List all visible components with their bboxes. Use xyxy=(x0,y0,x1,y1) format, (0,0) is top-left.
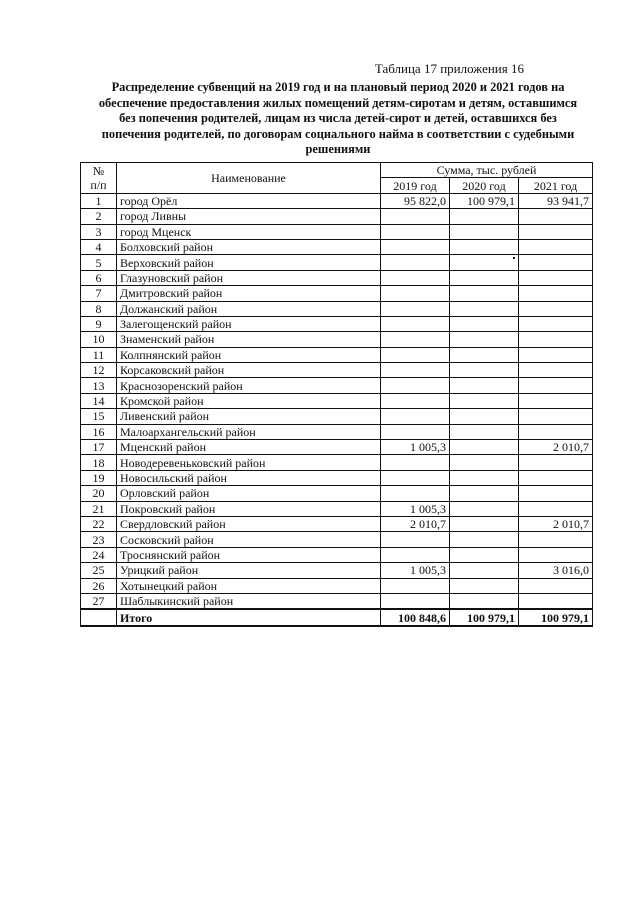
document-title xyxy=(84,80,592,158)
row-number: 7 xyxy=(81,286,117,301)
table-row xyxy=(81,547,593,562)
row-number: 17 xyxy=(81,440,117,455)
row-number: 9 xyxy=(81,316,117,331)
value-2021: 3 016,0 xyxy=(519,563,593,578)
value-2020 xyxy=(450,316,519,331)
row-number: 8 xyxy=(81,301,117,316)
row-name: Хотынецкий район xyxy=(117,578,381,593)
value-2020 xyxy=(450,378,519,393)
value-2019 xyxy=(381,301,450,316)
year-header-2020: 2020 год xyxy=(450,178,519,193)
value-2021 xyxy=(519,224,593,239)
value-2021 xyxy=(519,332,593,347)
row-number: 19 xyxy=(81,470,117,485)
value-2021 xyxy=(519,424,593,439)
table-row xyxy=(81,424,593,439)
title-line: решениями xyxy=(305,142,371,156)
row-name: Глазуновский район xyxy=(117,270,381,285)
table-row xyxy=(81,363,593,378)
row-name: Краснозоренский район xyxy=(117,378,381,393)
row-name: город Ливны xyxy=(117,209,381,224)
year-header-2019: 2019 год xyxy=(381,178,450,193)
table-row xyxy=(81,332,593,347)
value-2019: 95 822,0 xyxy=(381,193,450,208)
total-row xyxy=(81,609,593,625)
table-row xyxy=(81,270,593,285)
title-line: без попечения родителей, лицам из числа детей-сирот и детей, оставшихся без xyxy=(119,111,557,125)
value-2020 xyxy=(450,424,519,439)
value-2020 xyxy=(450,255,519,270)
value-2019 xyxy=(381,578,450,593)
value-2020 xyxy=(450,224,519,239)
table-row xyxy=(81,455,593,470)
table-row xyxy=(81,286,593,301)
value-2021: 2 010,7 xyxy=(519,516,593,531)
row-number: 26 xyxy=(81,578,117,593)
value-2020 xyxy=(450,440,519,455)
col-num-header xyxy=(81,163,117,194)
table-row xyxy=(81,193,593,208)
value-2021 xyxy=(519,270,593,285)
row-name: Сосковский район xyxy=(117,532,381,547)
title-line: попечения родителей, по договорам социального найма в соответствии с судебными xyxy=(101,126,575,141)
value-2019 xyxy=(381,409,450,424)
row-name: Мценский район xyxy=(117,440,381,455)
row-number: 6 xyxy=(81,270,117,285)
value-2021 xyxy=(519,593,593,609)
value-2020 xyxy=(450,486,519,501)
value-2020 xyxy=(450,578,519,593)
value-2021 xyxy=(519,239,593,254)
value-2021 xyxy=(519,209,593,224)
value-2020 xyxy=(450,270,519,285)
value-2021 xyxy=(519,532,593,547)
row-number: 10 xyxy=(81,332,117,347)
scan-speck xyxy=(513,257,515,259)
value-2020 xyxy=(450,286,519,301)
value-2021: 93 941,7 xyxy=(519,193,593,208)
value-2019: 2 010,7 xyxy=(381,516,450,531)
value-2020 xyxy=(450,470,519,485)
value-2020 xyxy=(450,301,519,316)
table-row xyxy=(81,532,593,547)
value-2021 xyxy=(519,378,593,393)
table-row xyxy=(81,516,593,531)
value-2019 xyxy=(381,347,450,362)
total-label: Итого xyxy=(117,609,381,625)
table-row xyxy=(81,393,593,408)
row-name: Орловский район xyxy=(117,486,381,501)
value-2021 xyxy=(519,470,593,485)
row-number: 25 xyxy=(81,563,117,578)
subsidy-table xyxy=(80,162,593,627)
value-2021 xyxy=(519,286,593,301)
value-2019 xyxy=(381,209,450,224)
value-2020 xyxy=(450,409,519,424)
value-2021: 2 010,7 xyxy=(519,440,593,455)
row-number: 1 xyxy=(81,193,117,208)
row-name: город Орёл xyxy=(117,193,381,208)
value-2020 xyxy=(450,532,519,547)
value-2019 xyxy=(381,255,450,270)
value-2019 xyxy=(381,363,450,378)
value-2020 xyxy=(450,393,519,408)
table-row xyxy=(81,501,593,516)
row-number: 2 xyxy=(81,209,117,224)
row-number: 5 xyxy=(81,255,117,270)
value-2019 xyxy=(381,393,450,408)
row-name: Болховский район xyxy=(117,239,381,254)
row-name: Колпнянский район xyxy=(117,347,381,362)
row-number: 21 xyxy=(81,501,117,516)
row-name: Верховский район xyxy=(117,255,381,270)
row-name: Новосильский район xyxy=(117,470,381,485)
row-name: Свердловский район xyxy=(117,516,381,531)
row-name: Кромской район xyxy=(117,393,381,408)
table-row xyxy=(81,255,593,270)
value-2021 xyxy=(519,486,593,501)
col-num-line2: п/п xyxy=(90,177,107,192)
value-2021 xyxy=(519,578,593,593)
row-name: город Мценск xyxy=(117,224,381,239)
value-2020 xyxy=(450,563,519,578)
table-body xyxy=(81,163,593,626)
row-number: 4 xyxy=(81,239,117,254)
row-name: Залегощенский район xyxy=(117,316,381,331)
row-number: 11 xyxy=(81,347,117,362)
value-2021 xyxy=(519,501,593,516)
table-row xyxy=(81,593,593,609)
appendix-label: Таблица 17 приложения 16 xyxy=(374,61,524,76)
row-number: 15 xyxy=(81,409,117,424)
value-2021 xyxy=(519,547,593,562)
table-row xyxy=(81,470,593,485)
row-name: Троснянский район xyxy=(117,547,381,562)
row-name: Новодеревеньковский район xyxy=(117,455,381,470)
value-2020 xyxy=(450,363,519,378)
value-2019: 1 005,3 xyxy=(381,563,450,578)
row-name: Шаблыкинский район xyxy=(117,593,381,609)
row-number: 14 xyxy=(81,393,117,408)
row-number: 13 xyxy=(81,378,117,393)
value-2020: 100 979,1 xyxy=(450,193,519,208)
value-2020 xyxy=(450,516,519,531)
table-row xyxy=(81,440,593,455)
total-number xyxy=(81,609,117,625)
value-2020 xyxy=(450,239,519,254)
row-name: Должанский район xyxy=(117,301,381,316)
row-number: 27 xyxy=(81,593,117,609)
value-2021 xyxy=(519,393,593,408)
row-name: Малоархангельский район xyxy=(117,424,381,439)
value-2019 xyxy=(381,378,450,393)
row-number: 23 xyxy=(81,532,117,547)
row-name: Ливенский район xyxy=(117,409,381,424)
total-2021: 100 979,1 xyxy=(519,609,593,625)
table-row xyxy=(81,378,593,393)
col-sum-header: Сумма, тыс. рублей xyxy=(381,163,593,178)
table-row xyxy=(81,409,593,424)
row-number: 24 xyxy=(81,547,117,562)
value-2019: 1 005,3 xyxy=(381,440,450,455)
row-number: 20 xyxy=(81,486,117,501)
table-row xyxy=(81,239,593,254)
value-2019 xyxy=(381,424,450,439)
table-row xyxy=(81,578,593,593)
value-2019 xyxy=(381,316,450,331)
value-2020 xyxy=(450,209,519,224)
value-2019 xyxy=(381,224,450,239)
value-2019 xyxy=(381,470,450,485)
value-2019 xyxy=(381,332,450,347)
table-row xyxy=(81,316,593,331)
value-2020 xyxy=(450,347,519,362)
row-number: 3 xyxy=(81,224,117,239)
value-2021 xyxy=(519,409,593,424)
title-line: Распределение субвенций на 2019 год и на плановый период 2020 и 2021 годов на xyxy=(111,80,565,94)
value-2021 xyxy=(519,347,593,362)
value-2019 xyxy=(381,286,450,301)
value-2019 xyxy=(381,547,450,562)
row-number: 12 xyxy=(81,363,117,378)
row-name: Корсаковский район xyxy=(117,363,381,378)
value-2021 xyxy=(519,363,593,378)
row-name: Покровский район xyxy=(117,501,381,516)
value-2021 xyxy=(519,301,593,316)
value-2021 xyxy=(519,316,593,331)
total-2020: 100 979,1 xyxy=(450,609,519,625)
table-row xyxy=(81,301,593,316)
year-header-2021: 2021 год xyxy=(519,178,593,193)
value-2019 xyxy=(381,239,450,254)
row-number: 18 xyxy=(81,455,117,470)
title-line: обеспечение предоставления жилых помещений детям-сиротам и детям, оставшимся xyxy=(98,95,578,110)
value-2021 xyxy=(519,455,593,470)
col-name-header: Наименование xyxy=(117,163,381,194)
table-row xyxy=(81,224,593,239)
total-2019: 100 848,6 xyxy=(381,609,450,625)
value-2019: 1 005,3 xyxy=(381,501,450,516)
row-name: Знаменский район xyxy=(117,332,381,347)
row-name: Дмитровский район xyxy=(117,286,381,301)
table-row xyxy=(81,486,593,501)
value-2020 xyxy=(450,332,519,347)
value-2019 xyxy=(381,486,450,501)
value-2020 xyxy=(450,593,519,609)
row-number: 16 xyxy=(81,424,117,439)
table-row xyxy=(81,347,593,362)
value-2019 xyxy=(381,455,450,470)
row-name: Урицкий район xyxy=(117,563,381,578)
value-2019 xyxy=(381,532,450,547)
value-2020 xyxy=(450,547,519,562)
table-row xyxy=(81,209,593,224)
row-number: 22 xyxy=(81,516,117,531)
value-2020 xyxy=(450,501,519,516)
value-2019 xyxy=(381,593,450,609)
header-row xyxy=(81,163,593,178)
value-2021 xyxy=(519,255,593,270)
table-row xyxy=(81,563,593,578)
col-num-line1: № xyxy=(92,163,105,178)
value-2020 xyxy=(450,455,519,470)
value-2019 xyxy=(381,270,450,285)
